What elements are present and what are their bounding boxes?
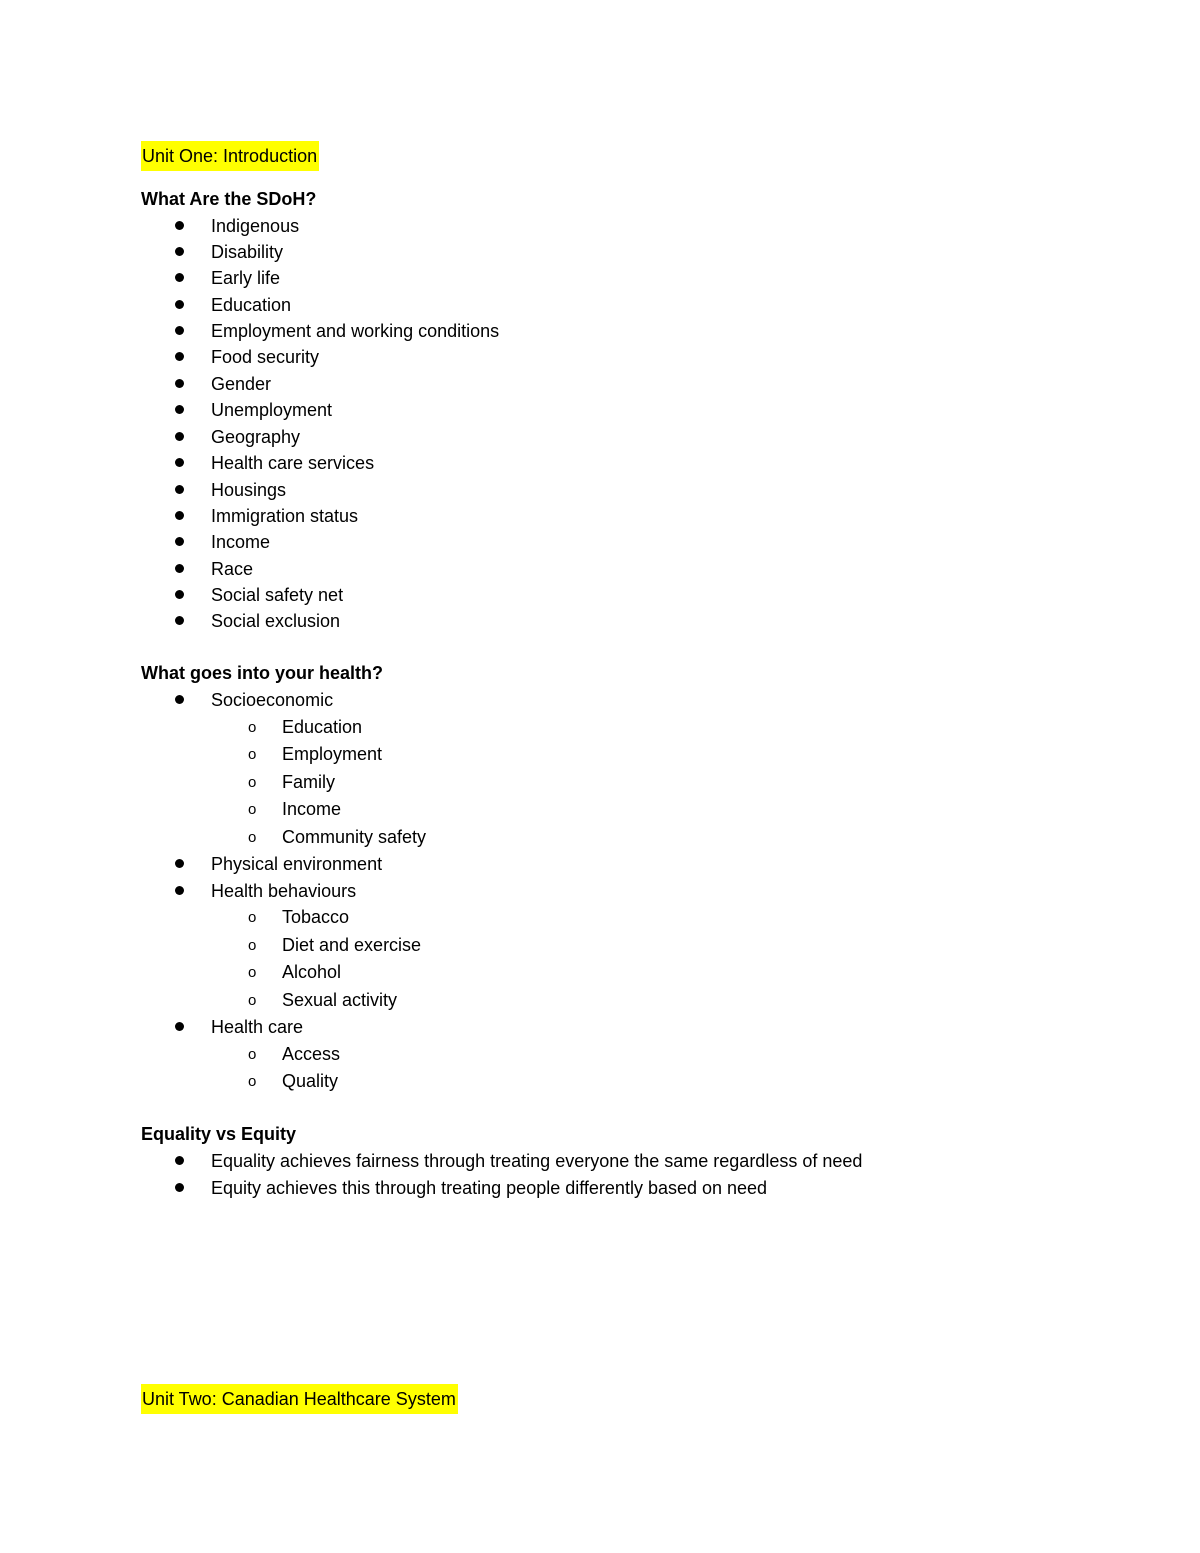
hollow-bullet-icon: o: [248, 774, 257, 791]
bullet-icon: [175, 1022, 184, 1031]
hollow-bullet-icon: o: [248, 746, 257, 763]
unit-one-title: Unit One: Introduction: [141, 141, 319, 171]
bullet-icon: [175, 1156, 184, 1165]
hollow-bullet-icon: o: [248, 964, 257, 981]
hollow-bullet-icon: o: [248, 1046, 257, 1063]
bullet-icon: [175, 485, 184, 494]
document-page: Unit One: Introduction What Are the SDoH? Indigenous Disability Early life Education Employment and working conditions Food security Gender Unemployment Geography Health care services Housings Immigration status Income Race Social safety net Social exclusion What goes into your health? Socioeconomic o Education o Employment o Family o Income o Community safety Physical environment Health behaviours o Tobacco o Diet and exercise o Alcohol o Sexual activity Health care o Access o Quality Equality vs Equity Equality achieves fairness through treating everyone the same regardless of need Equity achieves this through treating people differently based on need Unit Two: Canadian Healthcare System: [0, 0, 1200, 1553]
hollow-bullet-icon: o: [248, 1073, 257, 1090]
hollow-bullet-icon: o: [248, 719, 257, 736]
bullet-icon: [175, 564, 184, 573]
bullet-icon: [175, 1183, 184, 1192]
bullet-icon: [175, 590, 184, 599]
bullet-icon: [175, 432, 184, 441]
bullet-icon: [175, 247, 184, 256]
bullet-icon: [175, 458, 184, 467]
hollow-bullet-icon: o: [248, 937, 257, 954]
bullet-icon: [175, 405, 184, 414]
bullet-icon: [175, 221, 184, 230]
bullet-icon: [175, 326, 184, 335]
hollow-bullet-icon: o: [248, 909, 257, 926]
sdoh-heading: What Are the SDoH?: [141, 189, 317, 209]
bullet-icon: [175, 695, 184, 704]
hollow-bullet-icon: o: [248, 829, 257, 846]
health-heading: What goes into your health?: [141, 663, 383, 683]
bullet-icon: [175, 511, 184, 520]
bullet-icon: [175, 352, 184, 361]
bullet-icon: [175, 300, 184, 309]
equality-heading: Equality vs Equity: [141, 1124, 297, 1144]
bullet-icon: [175, 859, 184, 868]
bullet-icon: [175, 537, 184, 546]
bullet-icon: [175, 273, 184, 282]
hollow-bullet-icon: o: [248, 992, 257, 1009]
bullet-icon: [175, 379, 184, 388]
hollow-bullet-icon: o: [248, 801, 257, 818]
unit-two-title: Unit Two: Canadian Healthcare System: [141, 1384, 458, 1414]
bullet-icon: [175, 886, 184, 895]
bullet-icon: [175, 616, 184, 625]
